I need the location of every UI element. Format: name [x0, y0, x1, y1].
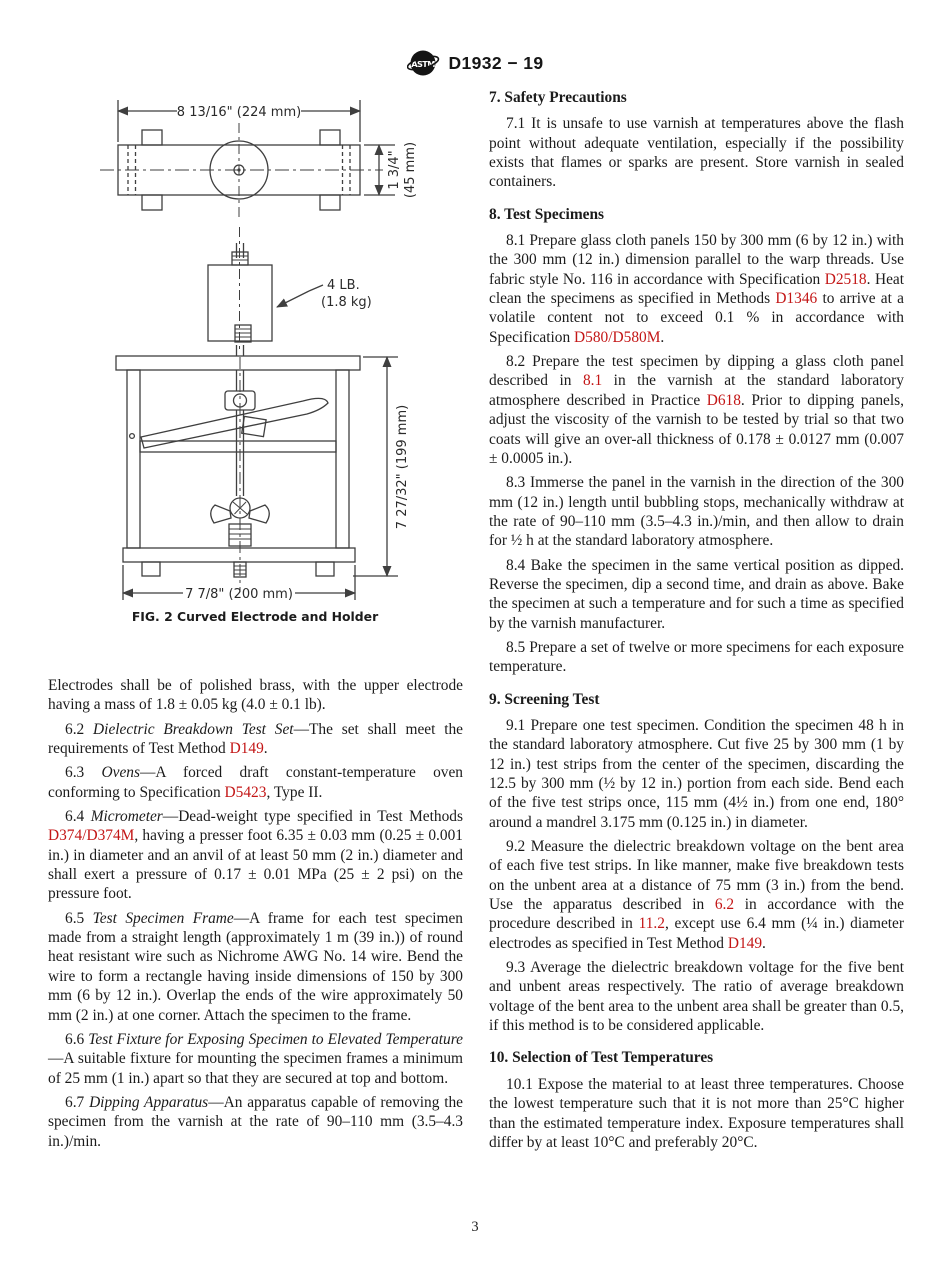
doc-link[interactable]: D1346 [775, 290, 818, 308]
page-number: 3 [471, 1219, 479, 1235]
text-segment: 8.4 Bake the specimen in the same vertical position as dipped. Reverse the specimen, dip a second time, and drain as above. Bake the specimen at such a temperature and for such a time as specified by the varnish manufacturer. [489, 556, 904, 632]
text-segment: 8.1 Prepare glass cloth panels 150 by 300 mm (6 by 12 in.) with the 300 mm (12 in.) dimension parallel to the warp threads. Use fabric style No. 116 in accordance with Specification [489, 232, 904, 288]
figure-2 [95, 95, 440, 635]
text-segment: . [263, 740, 268, 758]
text-segment: to arrive at a volatile content not to exceed 0.1 % in accordance with Specification [489, 290, 904, 346]
paragraph [48, 1093, 463, 1151]
figure-caption: FIG. 2 Curved Electrode and Holder [131, 609, 379, 624]
doc-link[interactable]: D2518 [824, 270, 867, 288]
text-segment: 6.5 [65, 909, 93, 927]
fig-dim-height-in-label: 1 3/4" [387, 150, 402, 190]
paragraph [489, 958, 904, 1035]
text-segment: 6.6 [65, 1030, 89, 1048]
doc-link[interactable]: 6.2 [714, 896, 735, 914]
paragraph [48, 807, 463, 904]
text-segment: 7.1 It is unsafe to use varnish at temperatures above the flash point without adequate ventilation, especially if the possibility exists that flames or sparks are present. Store varnish in sealed containers. [489, 115, 904, 191]
paragraph [489, 114, 904, 191]
text-segment: in the varnish at the standard laboratory atmosphere described in Practice [489, 372, 905, 409]
paragraph [489, 473, 904, 550]
section-body-test-specimens [489, 231, 904, 677]
text-segment: —The set shall meet the requirements of Test Method [48, 720, 463, 758]
paragraph [48, 720, 463, 759]
text-segment: 8.3 Immerse the panel in the varnish in the direction of the 300 mm (12 in.) length until bubbling stops, mechanically withdraw at the rate of 90–110 mm (3.5–4.3 in.)/min, and then allow to drain for ½ h at the standard laboratory atmosphere. [489, 474, 904, 550]
doc-link[interactable]: 8.1 [582, 372, 603, 390]
text-segment: Test Fixture for Exposing Specimen to Elevated Temperature [88, 1030, 463, 1048]
text-segment: 6.3 [65, 764, 102, 782]
fig-dim-width-label: 8 13/16" (224 mm) [176, 105, 302, 120]
text-segment: 8.5 Prepare a set of twelve or more specimens for each exposure temperature. [489, 638, 904, 676]
text-segment: , having a presser foot 6.35 ± 0.03 mm (0.25 ± 0.001 in.) in diameter and an anvil of at least 50 mm (2 in.) diameter and shall exert a pressure of 0.17 ± 0.01 MPa (25 ± 2 psi) on the pressure foot. [48, 827, 463, 903]
text-segment: —A forced draft constant-temperature oven conforming to Specification [48, 764, 463, 801]
paragraph [48, 1030, 463, 1088]
section-body-safety-precautions [489, 114, 904, 191]
paragraph [48, 909, 463, 1025]
paragraph [489, 1075, 904, 1152]
text-segment: . [762, 934, 766, 952]
paragraph [489, 231, 904, 347]
text-segment: in accordance with the procedure described in [489, 896, 905, 933]
right-column [489, 88, 904, 1157]
text-segment: Dielectric Breakdown Test Set [93, 720, 294, 738]
doc-link[interactable]: D149 [229, 740, 264, 758]
fig-dim-frame-height-label: 7 27/32" (199 mm) [395, 404, 410, 530]
section-heading-safety-precautions: 7. Safety Precautions [489, 89, 627, 106]
doc-link[interactable]: D618 [706, 391, 741, 409]
text-segment: Electrodes shall be of polished brass, with the upper electrode having a mass of 1.8 ± 0.05 kg (4.0 ± 0.1 lb). [48, 677, 463, 714]
text-segment: 9.2 Measure the dielectric breakdown voltage on the bent area of each five test strips. In like manner, make five breakdown tests on the unbent area at a distance of 75 mm (3 in.) from the bend. Use the apparatus described in [489, 838, 904, 914]
doc-link[interactable]: D374/D374M [48, 827, 135, 845]
text-segment: —A suitable fixture for mounting the specimen frames a minimum of 25 mm (1 in.) apart so that they are secured at top and bottom. [48, 1050, 463, 1087]
text-segment: 6.4 [65, 808, 91, 826]
text-segment: 9.3 Average the dielectric breakdown voltage for the five bent and unbent areas respectively. The ratio of average breakdown voltage of the bent area to the unbent area shall be greater than 0.5, if this method is to be considered applicable. [489, 959, 904, 1035]
section-heading-test-specimens: 8. Test Specimens [489, 205, 605, 223]
paragraph [489, 837, 904, 953]
text-segment: —A frame for each test specimen made from a straight length (approximately 1 m (39 in.)) of round heat resistant wire such as Nichrome AWG No. 14 wire. Bend the wire to form a rectangle having inside dimensions of 150 by 300 mm (6 by 12 in.). Overlap the ends of the wire approximately 50 mm (2 in.) at one corner. Attach the specimen to the frame. [48, 909, 463, 1024]
text-segment: 9.1 Prepare one test specimen. Condition the specimen 48 h in the standard laboratory atmosphere. Cut five 25 by 300 mm (1 by 12 in.) test strips from the center of the specimen, discarding the 12.5 by 300 mm (½ by 12 in.) portion from each side. Bend each of the five test strips once, 115 mm (4½ in.) from one end, 180° around a mandrel 3.175 mm (0.125 in.) in diameter. [489, 716, 904, 831]
fig-weight-lb-label: 4 LB. [327, 278, 360, 293]
svg-text:ASTM: ASTM [410, 59, 435, 69]
text-segment: . Prior to dipping panels, adjust the viscosity of the varnish to be tested by trial so that two coats will give an over-all thickness of 0.178 ± 0.0127 mm (0.007 ± 0.0005 in.). [489, 391, 904, 467]
text-segment: —Dead-weight type specified in Test Methods [162, 808, 463, 826]
text-segment: Test Specimen Frame [92, 909, 234, 927]
paragraph [489, 352, 904, 468]
text-segment: . Heat clean the specimens as specified in Methods [489, 270, 905, 308]
text-segment: 8.2 Prepare the test specimen by dipping a glass cloth panel described in [489, 353, 904, 390]
text-segment: . [660, 328, 665, 346]
paragraph [489, 638, 904, 677]
page-header [0, 48, 950, 78]
paragraph [48, 763, 463, 802]
text-segment: 10.1 Expose the material to at least three temperatures. Choose the lowest temperature such that it is not more than 25°C higher than the estimated temperature index. Exposure temperatures shall differ by at least 10°C and preferably 20°C. [489, 1075, 904, 1151]
text-segment: , Type II. [266, 783, 323, 801]
paragraph [489, 556, 904, 633]
paragraph [489, 716, 904, 832]
doc-link[interactable]: D580/D580M [574, 328, 661, 346]
doc-link[interactable]: 11.2 [638, 915, 665, 933]
section-body-selection-of-test-temperatures [489, 1075, 904, 1152]
standard-code: D1932 − 19 [448, 52, 544, 73]
text-segment: Dipping Apparatus [89, 1093, 209, 1111]
doc-link[interactable]: D149 [727, 934, 763, 952]
section-body-screening-test [489, 716, 904, 1036]
figure-drawing [95, 95, 440, 635]
text-segment: Ovens [101, 764, 140, 782]
left-column [48, 676, 463, 1156]
astm-logo-icon [407, 48, 441, 78]
doc-link[interactable]: D5423 [224, 783, 267, 801]
fig-weight-kg-label: (1.8 kg) [321, 295, 372, 310]
text-segment: 6.2 [65, 720, 94, 738]
text-segment: Micrometer [90, 808, 163, 826]
fig-dim-height-mm-label: (45 mm) [403, 141, 418, 199]
section-heading-selection-of-test-temperatures: 10. Selection of Test Temperatures [489, 1049, 714, 1067]
paragraph [48, 676, 463, 715]
fig-dim-frame-width-label: 7 7/8" (200 mm) [185, 587, 293, 602]
section-heading-screening-test: 9. Screening Test [489, 690, 600, 708]
text-segment: , except use 6.4 mm (¼ in.) diameter electrodes as specified in Test Method [489, 915, 905, 952]
text-segment: —An apparatus capable of removing the specimen from the varnish at the rate of 90–110 mm (3.5–4.3 in.)/min. [48, 1093, 464, 1150]
text-segment: 6.7 [65, 1093, 90, 1111]
